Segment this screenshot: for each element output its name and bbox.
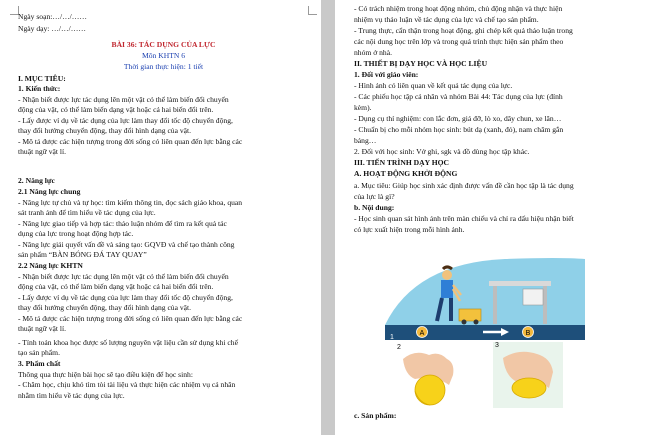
heading-content: b. Nội dung: <box>354 203 395 212</box>
text-line: tạo sản phẩm. <box>18 348 60 357</box>
text-line: - Mô tả được các hiện tượng trong đời sống có liên quan đến lực bằng các <box>18 314 243 323</box>
text-line: có lực xuất hiện trong mỗi hình ảnh. <box>354 225 465 234</box>
heading-for-teacher: 1. Đối với giáo viên: <box>354 70 419 79</box>
text-line: nhằm tìm hiểu về tác dụng của lực. <box>18 391 125 400</box>
text-line: động của vật, có thể làm biến dạng vật hoặc cả hai biến đổi trên. <box>18 282 214 291</box>
text-line: - Chăm học, chịu khó tìm tòi tài liệu và thực hiện các nhiệm vụ cá nhân <box>18 380 236 389</box>
text-line: của lực là gì? <box>354 192 395 201</box>
text-line: thuật ngữ vật lí. <box>18 324 66 333</box>
heading-product: c. Sản phẩm: <box>354 411 397 420</box>
text-line: - Dụng cụ thí nghiệm: con lắc đơn, giá đỡ, lò xo, dây chun, xe lăn… <box>354 114 562 123</box>
text-line: nhiệm vụ thảo luận về tác dụng của lực và chế tạo sản phẩm. <box>354 15 539 24</box>
text-line: - Nhận biết được lực tác dụng lên một vật có thể làm biến đổi chuyển <box>18 272 229 281</box>
text-line: - Nhận biết được lực tác dụng lên một vật có thể làm biến đổi chuyển <box>18 95 229 104</box>
marker-a <box>417 327 428 338</box>
text-line: bảng… <box>354 136 377 145</box>
text-line: dụng của lực trong hoạt động hợp tác. <box>18 229 134 238</box>
marker-b <box>523 327 534 338</box>
text-line: sát tranh ảnh để tìm hiểu về tác dụng của lực. <box>18 208 156 217</box>
text-line: - Trung thực, cẩn thận trong hoạt động, ghi chép kết quả thảo luận trong <box>354 26 573 35</box>
squeeze-ball-illustration <box>493 342 563 408</box>
teach-date: Ngày dạy: …/…/…… <box>18 24 86 33</box>
text-line: thay đổi hướng chuyển động, thay đổi hình dạng của vật. <box>18 126 192 135</box>
text-line: - Năng lực giải quyết vấn đề và sáng tạo: GQVĐ và chế tạo thành công <box>18 240 235 249</box>
text-line: nhóm ở nhà. <box>354 48 392 57</box>
document-page-left <box>0 0 321 435</box>
heading-science-competence: 2.2 Năng lực KHTN <box>18 261 83 270</box>
text-line: - Các phiếu học tập cá nhân và nhóm Bài 44: Tác dụng của lực (đính <box>354 92 563 101</box>
heading-equipment: II. THIẾT BỊ DẠY HỌC VÀ HỌC LIỆU <box>354 59 488 68</box>
text-line: 2. Đối với học sinh: Vở ghi, sgk và đồ dùng học tập khác. <box>354 147 530 156</box>
text-line: sản phẩm “BÀN BÓNG ĐÁ TAY QUAY” <box>18 250 147 259</box>
duration: Thời gian thực hiện: 1 tiết <box>123 62 204 71</box>
marker-b-label: B <box>525 330 531 337</box>
subject: Môn KHTN 6 <box>141 51 186 60</box>
push-cart-illustration <box>385 255 585 340</box>
figure-label-2: 2 <box>397 344 401 351</box>
text-line: thay đổi hướng chuyển động, thay đổi hình dạng của vật. <box>18 303 192 312</box>
text-line: - Học sinh quan sát hình ảnh trên màn chiếu và chỉ ra dấu hiệu nhận biết <box>354 214 574 223</box>
prep-date: Ngày soạn:…/…/…… <box>18 12 87 21</box>
heading-knowledge: 1. Kiến thức: <box>18 84 61 93</box>
figure-label-1: 1 <box>390 334 394 341</box>
heading-general-competence: 2.1 Năng lực chung <box>18 187 81 196</box>
text-line: - Lấy được ví dụ về tác dụng của lực làm thay đổi tốc độ chuyển động, <box>18 293 233 302</box>
margin-mark-top-right <box>308 6 317 15</box>
text-line: - Lấy được ví dụ về tác dụng của lực làm thay đổi tốc độ chuyển động, <box>18 116 233 125</box>
heading-procedure: III. TIẾN TRÌNH DẠY HỌC <box>354 158 450 167</box>
text-line: a. Mục tiêu: Giúp học sinh xác định được vấn đề cần học tập là tác dụng <box>354 181 574 190</box>
text-line: thuật ngữ vật lí. <box>18 147 66 156</box>
heading-objectives: I. MỤC TIÊU: <box>18 74 66 83</box>
heading-qualities: 3. Phẩm chất <box>18 359 61 368</box>
text-line: - Tính toán khoa học được số lượng nguyên vật liệu cần sử dụng khi chế <box>18 338 238 347</box>
text-line: - Năng lực tự chủ và tự học: tìm kiếm thông tin, đọc sách giáo khoa, quan <box>18 198 243 207</box>
text-line: Thông qua thực hiện bài học sẽ tạo điều kiện để học sinh: <box>18 370 193 379</box>
heading-competence: 2. Năng lực <box>18 176 55 185</box>
text-line: các nội dung học trên lớp và trong quá trình thực hiện sản phẩm theo <box>354 37 564 46</box>
text-line: - Chuẩn bị cho mỗi nhóm học sinh: bút dạ (xanh, đỏ), nam châm gắn <box>354 125 564 134</box>
figure-label-3: 3 <box>495 342 499 349</box>
text-line: động của vật, có thể làm biến dạng vật hoặc cả hai biến đổi trên. <box>18 105 214 114</box>
text-line: - Hình ảnh có liên quan về kết quả tác dụng của lực. <box>354 81 513 90</box>
document-page-right <box>335 0 650 435</box>
text-line: - Năng lực giao tiếp và hợp tác: thảo luận nhóm để tìm ra kết quả tác <box>18 219 227 228</box>
marker-a-label: A <box>419 330 425 337</box>
heading-warmup: A. HOẠT ĐỘNG KHỞI ĐỘNG <box>354 169 458 178</box>
page-gap <box>321 0 335 435</box>
text-line: - Mô tả được các hiện tượng trong đời sống có liên quan đến lực bằng các <box>18 137 243 146</box>
text-line: - Có trách nhiệm trong hoạt động nhóm, chủ động nhận và thực hiện <box>354 4 563 13</box>
hand-ball-illustration <box>395 345 470 410</box>
text-line: kèm). <box>354 103 372 112</box>
lesson-title: BÀI 36: TÁC DỤNG CỦA LỰC <box>111 40 216 49</box>
